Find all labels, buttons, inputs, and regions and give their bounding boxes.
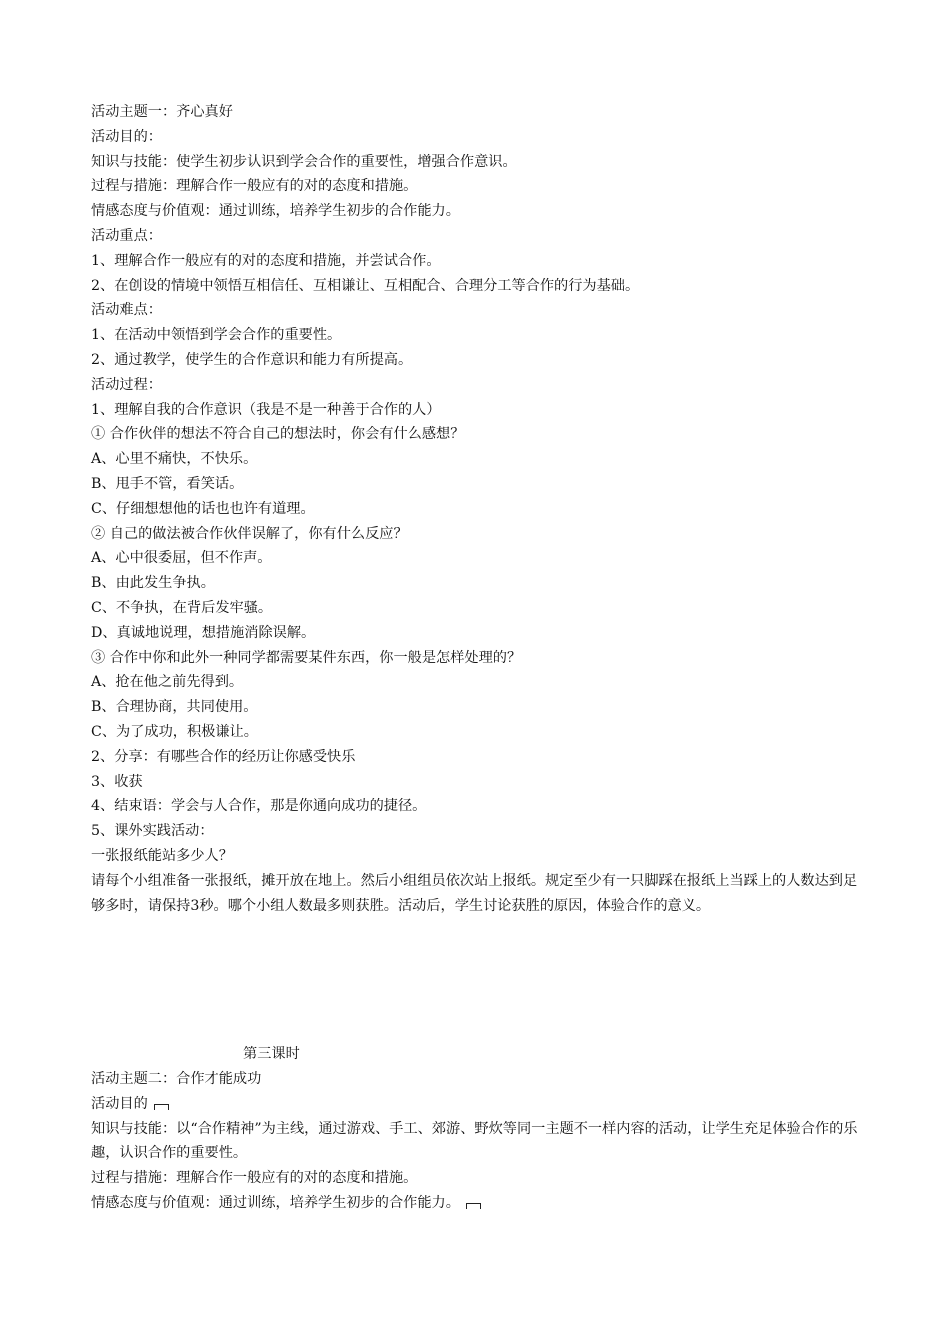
text-line: ① 合作伙伴的想法不符合自己的想法时，你会有什么感想？: [91, 426, 465, 443]
text-line: 活动过程：: [91, 376, 162, 393]
text-line: 1、理解合作一般应有的对的态度和措施，并尝试合作。: [91, 252, 441, 269]
purpose-label-line: [91, 1092, 863, 1117]
text-line: B、甩手不管，看笑话。: [91, 475, 244, 492]
text-line: A、心中很委屈，但不作声。: [91, 550, 272, 567]
knowledge-paragraph: 知识与技能：以“合作精神”为主线，通过游戏、手工、郊游、野炊等同一主题不一样内容的活动，让学生充足体验合作的乐趣，认识合作的重要性。: [91, 1120, 858, 1162]
text-line: 2、通过教学，使学生的合作意识和能力有所提高。: [91, 351, 413, 368]
text-line: B、由此发生争执。: [91, 575, 215, 592]
paragraph: 请每个小组准备一张报纸，摊开放在地上。然后小组组员依次站上报纸。规定至少有一只脚踩在报纸上当踩上的人数达到足够多时，请保持3秒。哪个小组人数最多则获胜。活动后，学生讨论获胜的原因，体验合作的意义。: [91, 872, 858, 914]
paragraph-mark-icon: [466, 1203, 481, 1209]
spacer: [91, 918, 863, 1042]
text-line: 3、收获: [91, 773, 143, 790]
text-line: 2、在创设的情境中领悟互相信任、互相谦让、互相配合、合理分工等合作的行为基础。: [91, 277, 640, 294]
text-line: 1、理解自我的合作意识（我是不是一种善于合作的人）: [91, 401, 441, 418]
document-page: [91, 100, 863, 1216]
emotion-line-wrapper: [91, 1191, 863, 1216]
text-line: 4、结束语：学会与人合作，那是你通向成功的捷径。: [91, 798, 427, 815]
process-line: 过程与措施：理解合作一般应有的对的态度和措施。: [91, 1170, 418, 1187]
text-line: 知识与技能：使学生初步认识到学会合作的重要性，增强合作意识。: [91, 153, 517, 170]
text-line: 过程与措施：理解合作一般应有的对的态度和措施。: [91, 178, 418, 195]
text-line: 5、课外实践活动：: [91, 823, 214, 840]
text-line: ② 自己的做法被合作伙伴误解了，你有什么反应？: [91, 525, 408, 542]
text-line: C、不争执，在背后发牢骚。: [91, 599, 273, 616]
text-line: 活动目的：: [91, 128, 162, 145]
text-line: 情感态度与价值观：通过训练，培养学生初步的合作能力。: [91, 203, 460, 220]
text-line: 活动难点：: [91, 302, 162, 319]
emotion-line: 情感态度与价值观：通过训练，培养学生初步的合作能力。: [91, 1195, 460, 1212]
theme-heading: 活动主题二：合作才能成功: [91, 1071, 262, 1088]
text-line: 活动主题一：齐心真好: [91, 104, 233, 120]
paragraph-mark-icon: [154, 1104, 169, 1110]
text-line: C、为了成功，积极谦让。: [91, 723, 258, 740]
text-line: 2、分享：有哪些合作的经历让你感受快乐: [91, 748, 356, 765]
text-line: B、合理协商，共同使用。: [91, 699, 258, 716]
text-line: ③ 合作中你和此外一种同学都需要某件东西，你一般是怎样处理的？: [91, 649, 522, 666]
text-line: 活动重点：: [91, 227, 162, 244]
section-one: [91, 100, 863, 918]
text-line: C、仔细想想他的话也也许有道理。: [91, 500, 315, 517]
text-line: D、真诚地说理，想措施消除误解。: [91, 624, 316, 641]
text-line: A、心里不痛快，不快乐。: [91, 451, 258, 468]
purpose-label: 活动目的: [91, 1095, 148, 1112]
text-line: A、抢在他之前先得到。: [91, 674, 244, 691]
section-two: [91, 1042, 863, 1216]
text-line: 一张报纸能站多少人？: [91, 847, 233, 864]
lesson-title: 第三课时: [243, 1046, 300, 1063]
text-line: 1、在活动中领悟到学会合作的重要性。: [91, 327, 342, 344]
